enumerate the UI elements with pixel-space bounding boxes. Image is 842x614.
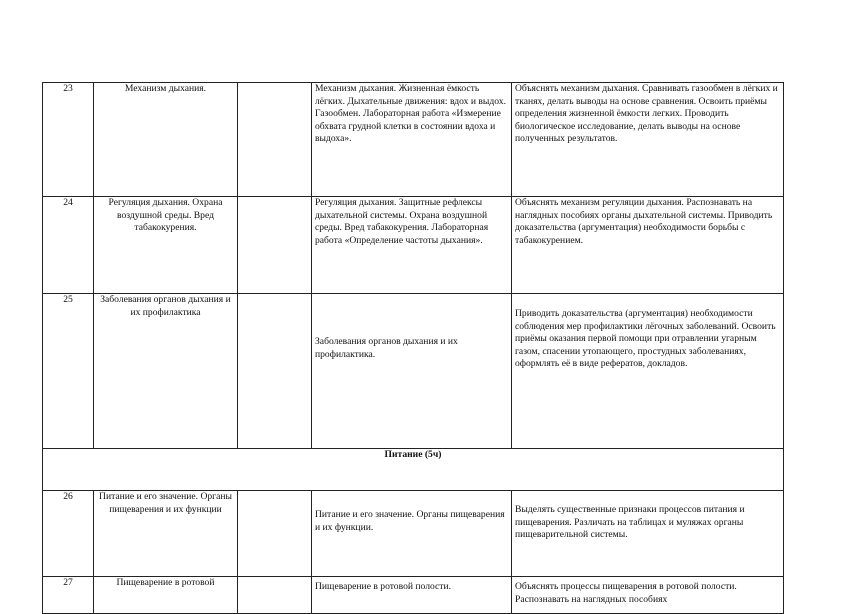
student-activity: Объяснять процессы пищеварения в ротовой полости. Распознавать на наглядных пособиях (512, 577, 784, 614)
lesson-number: 26 (43, 491, 94, 577)
lesson-content: Пищеварение в ротовой полости. (312, 577, 512, 614)
lesson-topic: Питание и его значение. Органы пищеварения и их функции (94, 491, 238, 577)
lesson-extra (238, 577, 312, 614)
table-row (43, 294, 784, 449)
lesson-number: 25 (43, 294, 94, 449)
lesson-content: Питание и его значение. Органы пищеварения и их функции. (312, 491, 512, 577)
lesson-topic: Регуляция дыхания. Охрана воздушной среды. Вред табакокурения. (94, 197, 238, 294)
section-title: Питание (5ч) (43, 449, 784, 491)
lesson-extra (238, 294, 312, 449)
table-row (43, 83, 784, 197)
student-activity: Объяснять механизм дыхания. Сравнивать газообмен в лёгких и тканях, делать выводы на основе сравнения. Освоить приёмы определения жизненной ёмкости легких. Проводить биологическое исследование, делать выводы на основе полученных результатов. (512, 83, 784, 197)
lesson-content: Регуляция дыхания. Защитные рефлексы дыхательной системы. Охрана воздушной среды. Вред табакокурения. Лабораторная работа «Определение частоты дыхания». (312, 197, 512, 294)
lesson-content: Механизм дыхания. Жизненная ёмкость лёгких. Дыхательные движения: вдох и выдох. Газообмен. Лабораторная работа «Измерение обхвата грудной клетки в состоянии вдоха и выдоха». (312, 83, 512, 197)
student-activity: Объяснять механизм регуляции дыхания. Распознавать на наглядных пособиях органы дыхательной системы. Приводить доказательства (аргументация) необходимости борьбы с табакокурением. (512, 197, 784, 294)
table-row (43, 491, 784, 577)
section-row (43, 449, 784, 491)
student-activity: Выделять существенные признаки процессов питания и пищеварения. Различать на таблицах и муляжах органы пищеварительной системы. (512, 491, 784, 577)
lesson-number: 24 (43, 197, 94, 294)
table-row (43, 577, 784, 614)
lesson-topic: Пищеварение в ротовой (94, 577, 238, 614)
lesson-content: Заболевания органов дыхания и их профилактика. (312, 294, 512, 449)
thematic-plan-table (42, 82, 784, 614)
table-row (43, 197, 784, 294)
lesson-number: 27 (43, 577, 94, 614)
lesson-topic: Заболевания органов дыхания и их профилактика (94, 294, 238, 449)
student-activity: Приводить доказательства (аргументация) необходимости соблюдения мер профилактики лёгочных заболеваний. Освоить приёмы оказания первой помощи при отравлении угарным газом, спасении утопающего, простудных заболеваниях, оформлять её в виде рефератов, докладов. (512, 294, 784, 449)
lesson-extra (238, 83, 312, 197)
lesson-number: 23 (43, 83, 94, 197)
lesson-extra (238, 197, 312, 294)
lesson-extra (238, 491, 312, 577)
lesson-topic: Механизм дыхания. (94, 83, 238, 197)
